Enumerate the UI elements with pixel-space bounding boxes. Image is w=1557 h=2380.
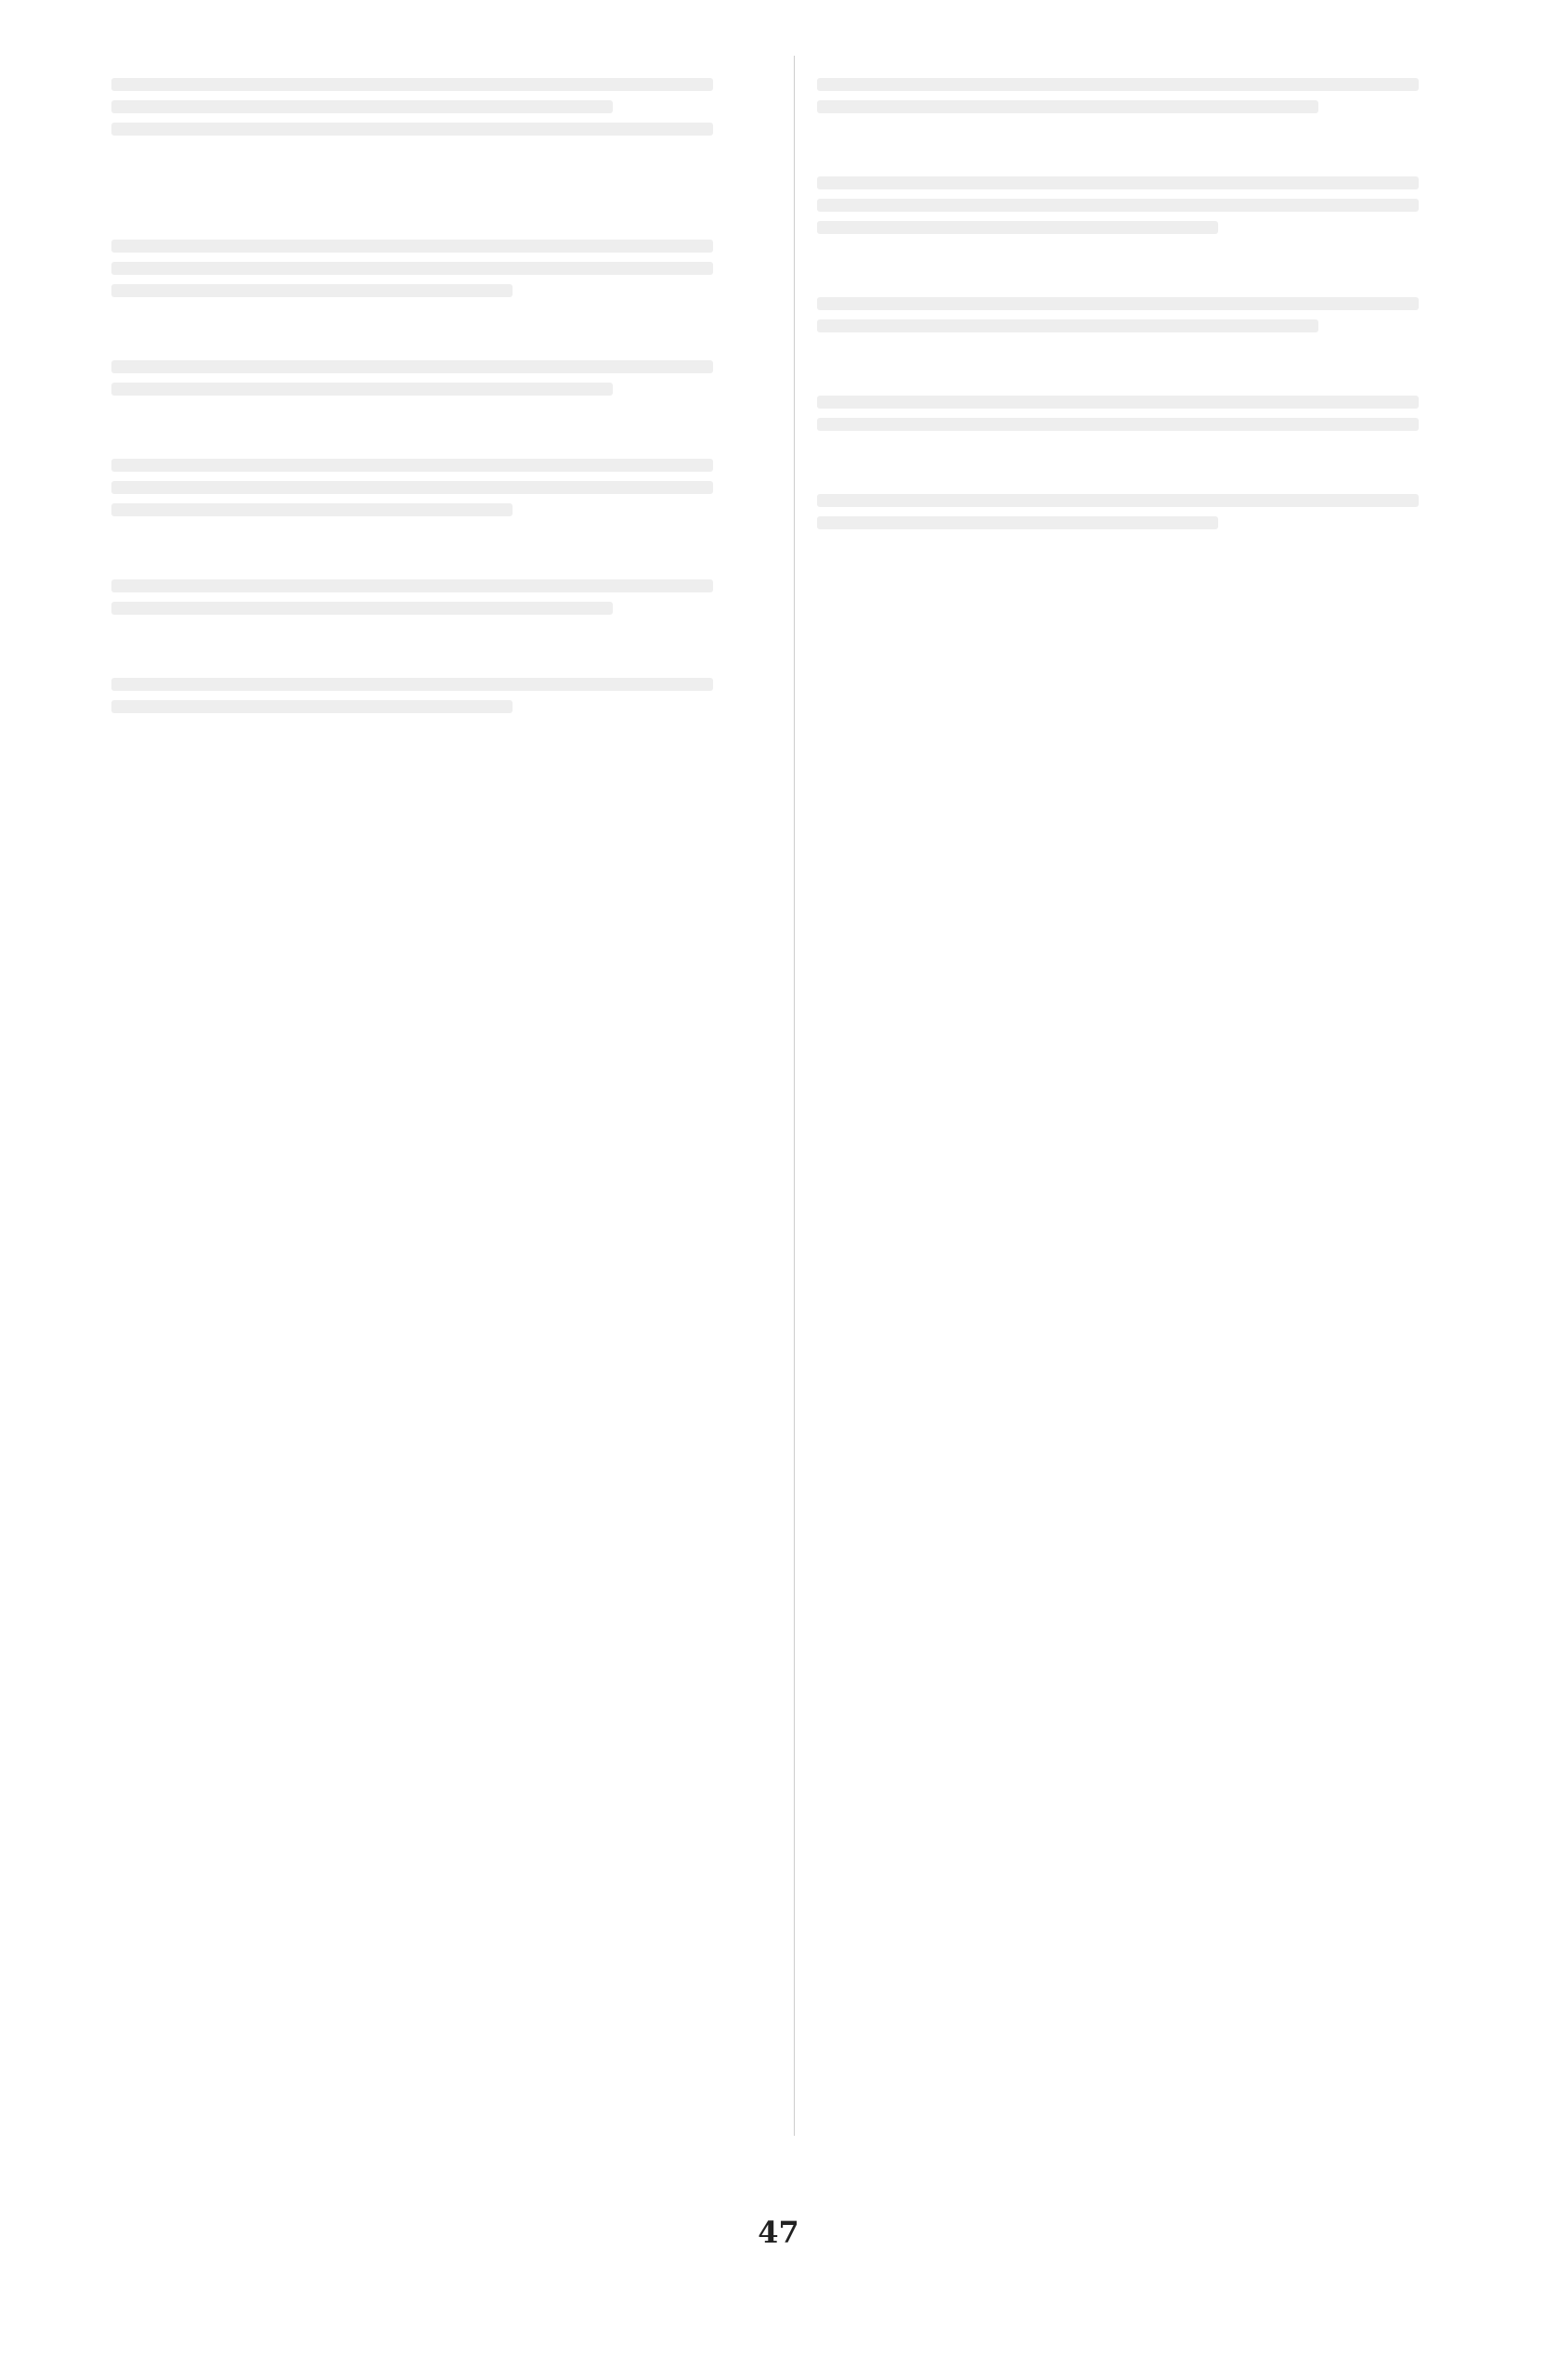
section-title [111, 306, 780, 338]
column-divider [794, 56, 795, 2136]
text-placeholder [111, 284, 513, 297]
text-placeholder [111, 459, 713, 472]
text-placeholder [817, 221, 1218, 234]
text-placeholder [111, 240, 713, 253]
section-title [111, 624, 780, 656]
text-placeholder [111, 360, 713, 373]
text-placeholder [817, 199, 1419, 212]
section-title [817, 440, 1486, 472]
answer-block [111, 579, 780, 615]
text-placeholder [817, 418, 1419, 431]
text-placeholder [111, 700, 513, 713]
text-placeholder [111, 100, 613, 113]
answer-block [111, 360, 780, 396]
section-title [111, 526, 780, 557]
section-title [111, 405, 780, 436]
text-placeholder [817, 297, 1419, 310]
text-placeholder [817, 100, 1318, 113]
answer-block [111, 78, 780, 136]
text-placeholder [111, 78, 713, 91]
text-placeholder [111, 123, 713, 136]
answer-block [817, 78, 1486, 113]
left-column [111, 56, 780, 722]
text-placeholder [111, 383, 613, 396]
section-title [111, 145, 780, 176]
section-title [817, 123, 1486, 154]
answer-block [817, 297, 1486, 332]
right-column [817, 56, 1486, 539]
section-title [817, 243, 1486, 275]
section-title [111, 186, 780, 217]
text-placeholder [817, 176, 1419, 189]
text-placeholder [111, 503, 513, 516]
text-placeholder [817, 396, 1419, 409]
text-placeholder [817, 494, 1419, 507]
section-title [817, 342, 1486, 373]
text-placeholder [817, 319, 1318, 332]
text-placeholder [111, 678, 713, 691]
answer-block [817, 396, 1486, 431]
text-placeholder [111, 602, 613, 615]
answer-block [111, 459, 780, 516]
text-placeholder [111, 579, 713, 592]
text-placeholder [111, 262, 713, 275]
text-placeholder [111, 481, 713, 494]
text-placeholder [817, 78, 1419, 91]
answer-block [111, 678, 780, 713]
text-placeholder [817, 516, 1218, 529]
answer-block [817, 494, 1486, 529]
answer-block [817, 176, 1486, 234]
page-number: 47 [758, 2215, 799, 2250]
answer-block [111, 240, 780, 297]
